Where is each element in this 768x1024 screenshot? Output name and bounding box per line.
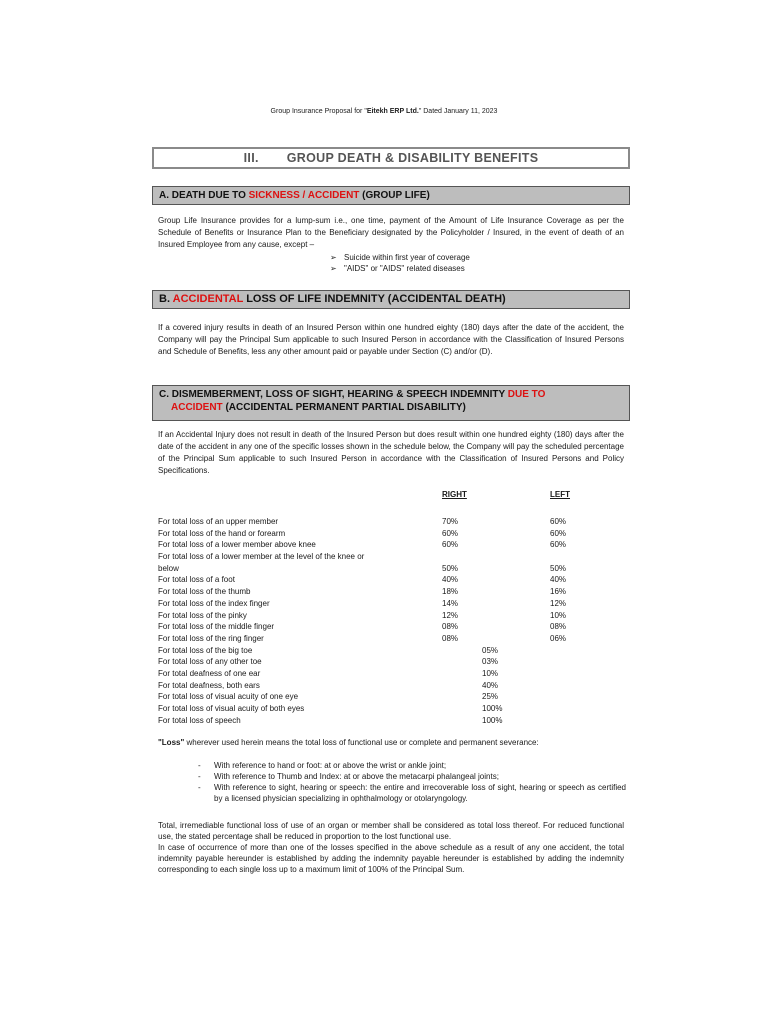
right-value: 08%	[442, 633, 459, 643]
row-label: For total loss of a foot	[158, 575, 235, 585]
left-value: 12%	[550, 598, 567, 608]
main-title	[152, 147, 630, 169]
header-company: Eitekh ERP Ltd.	[366, 108, 419, 115]
row-label: For total loss of an upper member	[158, 517, 279, 526]
combined-value: 25%	[482, 692, 499, 702]
right-value: 14%	[442, 598, 459, 608]
row-label: For total loss of the middle finger	[158, 622, 275, 632]
right-value: 50%	[442, 563, 459, 573]
table-row	[158, 574, 628, 586]
table-row	[158, 551, 628, 563]
list-item	[198, 782, 626, 804]
list-item-text: With reference to sight, hearing or speech: the entire and irrecoverable loss of sight, hearing or speech as certified by a licensed physician specializing in ophthalmology or otolaryngology.	[214, 783, 626, 803]
row-label: For total loss of a lower member at the level of the knee or	[158, 552, 365, 562]
section-a-paragraph: Group Life Insurance provides for a lump-sum i.e., one time, payment of the Amount of Life Insurance Coverage as per the Schedule of Benefits or Insurance Plan to the Beneficiary designated by the Policyholder / Insured, in the event of death of an Insured Employee from any cause, except –	[158, 216, 624, 249]
section-b-suffix: LOSS OF LIFE INDEMNITY (ACCIDENTAL DEATH)	[243, 293, 506, 305]
loss-text: wherever used herein means the total loss of functional use or complete and permanent severance:	[184, 738, 539, 747]
row-label: For total loss of the index finger	[158, 598, 270, 608]
section-a-prefix: A. DEATH DUE TO	[159, 190, 249, 201]
table-row	[158, 516, 628, 528]
combined-value: 05%	[482, 645, 499, 655]
row-label: below	[158, 563, 179, 573]
list-item-text: With reference to Thumb and Index: at or above the metacarpi phalangeal joints;	[214, 772, 499, 781]
table-row	[158, 656, 628, 668]
header-prefix: Group Insurance Proposal for "	[270, 108, 367, 115]
table-row	[158, 563, 628, 575]
right-value: 08%	[442, 622, 459, 632]
loss-term: "Loss"	[158, 738, 185, 747]
left-value: 60%	[550, 540, 567, 550]
table-body	[158, 516, 628, 726]
main-title-text: GROUP DEATH & DISABILITY BENEFITS	[286, 151, 539, 165]
list-item	[198, 760, 626, 771]
table-row	[158, 668, 628, 680]
right-value: 70%	[442, 517, 459, 526]
section-c-heading	[152, 385, 630, 421]
combined-value: 100%	[482, 704, 503, 713]
row-label: For total loss of speech	[158, 715, 241, 725]
left-value: 08%	[550, 622, 567, 632]
dash-bullet-icon: -	[198, 783, 201, 792]
table-row	[158, 598, 628, 610]
bullet-item	[330, 252, 470, 263]
section-b-heading	[152, 290, 630, 309]
left-value: 10%	[550, 610, 567, 620]
table-row	[158, 528, 628, 540]
section-a-suffix: (GROUP LIFE)	[359, 190, 430, 201]
row-label: For total deafness of one ear	[158, 668, 261, 678]
section-c-red-2: ACCIDENT	[171, 402, 223, 413]
list-item-text: With reference to hand or foot: at or above the wrist or ankle joint;	[214, 761, 447, 770]
section-c-paragraph: If an Accidental Injury does not result in death of the Insured Person but does result within one hundred eighty (180) days after the date of the accident in any one of the specific losses shown in the schedule below, the Company will pay the scheduled percentage of the Principal Sum applicable to such Insured Person in accordance with the Classification of Insured Persons and Policy Specifications.	[158, 430, 624, 475]
loss-definition	[158, 738, 539, 747]
section-c-suffix: (ACCIDENTAL PERMANENT PARTIAL DISABILITY)	[222, 402, 466, 413]
final-paragraphs	[158, 820, 624, 875]
right-value: 12%	[442, 610, 459, 620]
section-a-heading	[152, 186, 630, 205]
main-title-number: III.	[243, 151, 259, 165]
right-value: 40%	[442, 575, 459, 585]
table-header	[158, 490, 628, 516]
row-label: For total loss of visual acuity of both eyes	[158, 704, 305, 713]
left-value: 60%	[550, 517, 567, 526]
section-c-red-1: DUE TO	[507, 389, 546, 400]
section-b-paragraph: If a covered injury results in death of an Insured Person within one hundred eighty (180) days after the date of the accident, the Company will pay the Principal Sum applicable to such Insured Person in accordance with the Classification of Insured Persons and Schedule of Benefits, less any other amount paid or payable under Section (C) and/or (D).	[158, 323, 624, 356]
section-a-bullets	[330, 252, 470, 274]
row-label: For total deafness, both ears	[158, 680, 260, 690]
table-row	[158, 586, 628, 598]
dash-bullet-icon: -	[198, 772, 201, 781]
section-b-red: ACCIDENTAL	[172, 293, 244, 305]
table-row	[158, 715, 628, 727]
table-row	[158, 691, 628, 703]
row-label: For total loss of the ring finger	[158, 633, 264, 643]
row-label: For total loss of a lower member above knee	[158, 540, 316, 550]
section-c-prefix: C. DISMEMBERMENT, LOSS OF SIGHT, HEARING & SPEECH INDEMNITY	[159, 389, 508, 400]
right-value: 60%	[442, 540, 459, 550]
right-value: 18%	[442, 587, 459, 597]
row-label: For total loss of any other toe	[158, 657, 262, 667]
left-value: 60%	[550, 528, 567, 538]
row-label: For total loss of visual acuity of one eye	[158, 692, 299, 702]
arrow-bullet-icon: ➢	[330, 264, 337, 273]
table-row	[158, 703, 628, 715]
row-label: For total loss of the hand or forearm	[158, 528, 286, 538]
row-label: For total loss of the thumb	[158, 587, 251, 597]
final-paragraph-2: In case of occurrence of more than one of the losses specified in the above schedule as a result of any one accident, the total indemnity payable hereunder is established by adding the indemnity payable hereunder is established by adding the indemnity corresponding to each single loss up to a maximum limit of 100% of the Principal Sum.	[158, 843, 624, 874]
column-right: RIGHT	[442, 490, 467, 499]
bullet-text: "AIDS" or "AIDS" related diseases	[344, 264, 465, 273]
list-item	[198, 771, 626, 782]
loss-list	[198, 760, 626, 804]
table-row	[158, 680, 628, 692]
combined-value: 40%	[482, 680, 499, 690]
page-header	[0, 108, 768, 115]
column-left: LEFT	[550, 490, 570, 499]
schedule-table	[158, 490, 628, 726]
dash-bullet-icon: -	[198, 761, 201, 770]
bullet-item	[330, 263, 470, 274]
left-value: 50%	[550, 563, 567, 573]
table-row	[158, 621, 628, 633]
section-a-red: SICKNESS / ACCIDENT	[248, 190, 360, 201]
table-row	[158, 610, 628, 622]
section-b-prefix: B.	[159, 293, 173, 305]
table-row	[158, 645, 628, 657]
bullet-text: Suicide within first year of coverage	[344, 253, 470, 262]
table-row	[158, 539, 628, 551]
right-value: 60%	[442, 528, 459, 538]
table-row	[158, 633, 628, 645]
row-label: For total loss of the pinky	[158, 610, 247, 620]
combined-value: 10%	[482, 668, 499, 678]
left-value: 16%	[550, 587, 567, 597]
row-label: For total loss of the big toe	[158, 645, 253, 655]
arrow-bullet-icon: ➢	[330, 253, 337, 262]
final-paragraph-1: Total, irremediable functional loss of use of an organ or member shall be considered as total loss thereof. For reduced functional use, the stated percentage shall be reduced in proportion to the lost functional use.	[158, 821, 624, 841]
left-value: 06%	[550, 633, 567, 643]
header-suffix: " Dated January 11, 2023	[418, 108, 498, 115]
combined-value: 100%	[482, 715, 503, 725]
left-value: 40%	[550, 575, 567, 585]
combined-value: 03%	[482, 657, 499, 667]
